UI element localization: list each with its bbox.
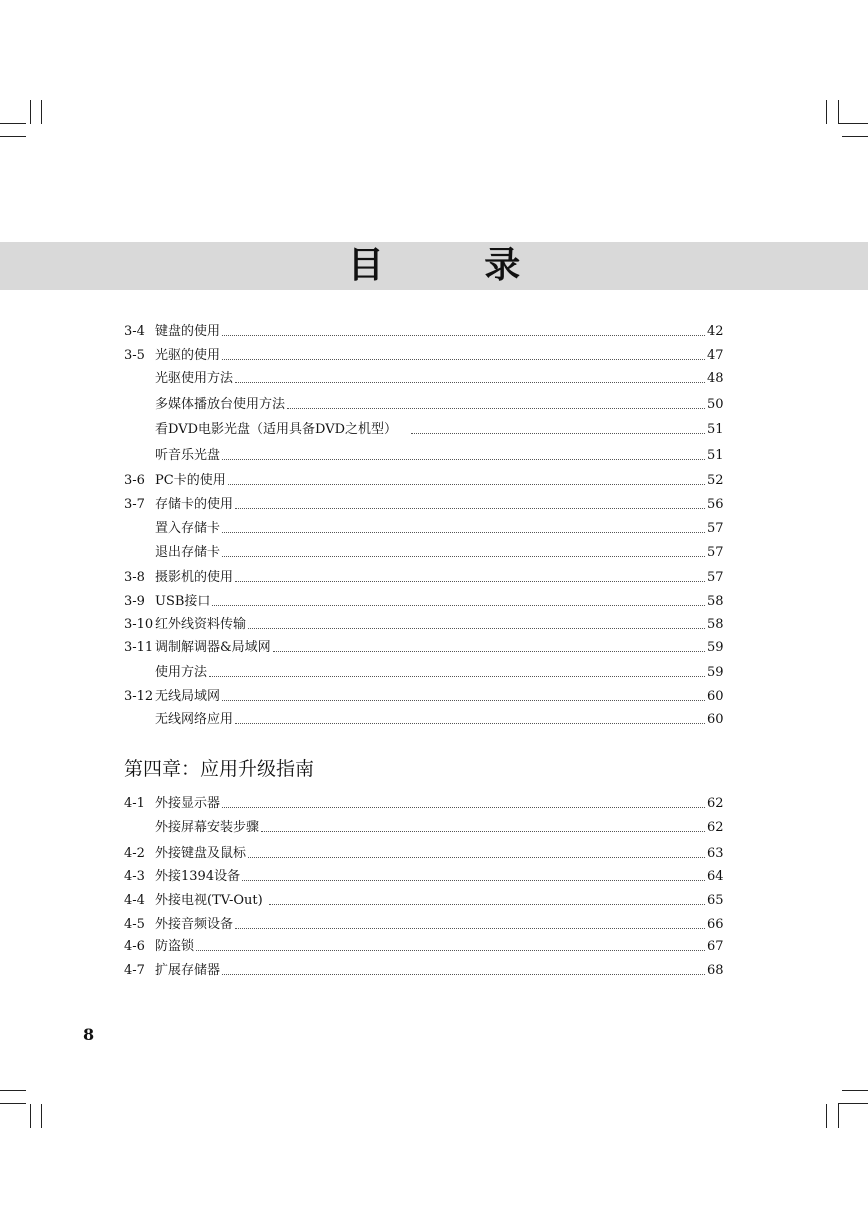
toc-entry-page: 57: [707, 521, 724, 536]
crop-mark: [842, 136, 868, 137]
toc-entry[interactable]: [124, 795, 723, 813]
toc-entry-page: 60: [707, 712, 724, 727]
toc-entry[interactable]: [124, 447, 723, 465]
toc-entry[interactable]: [124, 962, 723, 980]
toc-entry-page: 62: [707, 796, 724, 811]
dot-leader: [269, 903, 705, 905]
crop-mark: [838, 1103, 868, 1104]
crop-mark: [41, 1104, 42, 1128]
toc-entry-number: 3-10: [124, 617, 154, 632]
dot-leader: [222, 973, 705, 975]
toc-entry-title: 光驱的使用: [155, 348, 221, 363]
dot-leader: [411, 432, 705, 434]
toc-entry-title: 光驱使用方法: [155, 371, 234, 386]
toc-entry[interactable]: [124, 396, 723, 414]
toc-entry[interactable]: [124, 370, 723, 388]
dot-leader: [228, 483, 705, 485]
toc-entry-page: 58: [707, 594, 724, 609]
toc-entry-title: 键盘的使用: [155, 324, 221, 339]
toc-entry-number: 4-4: [124, 893, 145, 908]
toc-entry[interactable]: [124, 688, 723, 706]
toc-entry-title: 存储卡的使用: [155, 497, 234, 512]
dot-leader: [235, 927, 705, 929]
toc-entry[interactable]: [124, 639, 723, 657]
dot-leader: [196, 949, 705, 951]
toc-entry-page: 51: [707, 422, 724, 437]
toc-entry[interactable]: [124, 868, 723, 886]
toc-entry-page: 66: [707, 917, 724, 932]
toc-entry[interactable]: [124, 347, 723, 365]
toc-entry-title: 外接屏幕安装步骤: [155, 820, 260, 835]
dot-leader: [222, 806, 705, 808]
toc-entry-page: 48: [707, 371, 724, 386]
toc-entry-page: 56: [707, 497, 724, 512]
crop-mark: [0, 1103, 26, 1104]
dot-leader: [248, 627, 705, 629]
toc-entry-title: 看DVD电影光盘（适用具备DVD之机型）: [155, 422, 398, 437]
crop-mark: [0, 123, 26, 124]
toc-entry[interactable]: [124, 544, 723, 562]
dot-leader: [287, 407, 705, 409]
toc-entry-number: 3-7: [124, 497, 145, 512]
toc-entry-page: 51: [707, 448, 724, 463]
toc-entry-title: 红外线资料传输: [155, 617, 247, 632]
toc-entry[interactable]: [124, 892, 723, 910]
toc-entry[interactable]: [124, 616, 723, 634]
dot-leader: [222, 358, 705, 360]
toc-entry-title: 外接1394设备: [155, 869, 241, 884]
toc-entry-title: 置入存储卡: [155, 521, 221, 536]
crop-mark: [0, 1090, 26, 1091]
dot-leader: [209, 675, 705, 677]
toc-entry-number: 4-3: [124, 869, 145, 884]
toc-entry[interactable]: [124, 421, 723, 439]
toc-entry-page: 60: [707, 689, 724, 704]
toc-entry[interactable]: [124, 938, 723, 956]
toc-entry[interactable]: [124, 569, 723, 587]
dot-leader: [222, 531, 705, 533]
toc-entry-number: 3-5: [124, 348, 145, 363]
toc-entry-number: 3-9: [124, 594, 145, 609]
toc-entry[interactable]: [124, 711, 723, 729]
toc-entry-page: 47: [707, 348, 724, 363]
crop-mark: [826, 1104, 827, 1128]
toc-entry[interactable]: [124, 819, 723, 837]
toc-entry-number: 3-4: [124, 324, 145, 339]
toc-entry-title: 听音乐光盘: [155, 448, 221, 463]
toc-entry-title: 防盗锁: [155, 939, 195, 954]
toc-entry[interactable]: [124, 845, 723, 863]
toc-entry-title: USB接口: [155, 594, 211, 609]
toc-entry-title: 摄影机的使用: [155, 570, 234, 585]
dot-leader: [222, 458, 705, 460]
toc-entry-number: 4-6: [124, 939, 145, 954]
crop-mark: [838, 123, 868, 124]
chapter-heading: 第四章：应用升级指南: [124, 758, 315, 780]
dot-leader: [261, 830, 705, 832]
toc-entry[interactable]: [124, 916, 723, 934]
dot-leader: [242, 879, 705, 881]
toc-entry-page: 67: [707, 939, 724, 954]
toc-entry-number: 3-11: [124, 640, 154, 655]
dot-leader: [273, 650, 705, 652]
toc-entry-title: 调制解调器&局域网: [155, 640, 271, 655]
toc-entry[interactable]: [124, 664, 723, 682]
toc-entry-number: 4-1: [124, 796, 145, 811]
toc-entry-title: 退出存储卡: [155, 545, 221, 560]
toc-entry-title: 外接显示器: [155, 796, 221, 811]
dot-leader: [222, 334, 705, 336]
toc-entry-page: 63: [707, 846, 724, 861]
page-number: 8: [83, 1025, 95, 1044]
toc-entry-title: 外接电视(TV-Out): [155, 893, 263, 908]
toc-entry-page: 42: [707, 324, 724, 339]
dot-leader: [248, 856, 705, 858]
crop-mark: [30, 100, 31, 124]
toc-entry-page: 59: [707, 640, 724, 655]
toc-entry-page: 59: [707, 665, 724, 680]
toc-entry-number: 3-8: [124, 570, 145, 585]
crop-mark: [842, 1090, 868, 1091]
toc-entry-title: 无线网络应用: [155, 712, 234, 727]
toc-entry-page: 52: [707, 473, 724, 488]
toc-entry-title: 使用方法: [155, 665, 208, 680]
toc-entry-page: 57: [707, 545, 724, 560]
toc-entry-page: 58: [707, 617, 724, 632]
toc-entry-title: 无线局域网: [155, 689, 221, 704]
dot-leader: [222, 555, 705, 557]
toc-entry-page: 68: [707, 963, 724, 978]
toc-entry-title: 扩展存储器: [155, 963, 221, 978]
toc-entry-page: 57: [707, 570, 724, 585]
toc-entry-number: 3-6: [124, 473, 145, 488]
toc-entry[interactable]: [124, 496, 723, 514]
crop-mark: [826, 100, 827, 124]
crop-mark: [838, 1104, 839, 1128]
crop-mark: [41, 100, 42, 124]
dot-leader: [235, 381, 705, 383]
toc-entry-title: 外接键盘及鼠标: [155, 846, 247, 861]
crop-mark: [0, 136, 26, 137]
dot-leader: [235, 580, 705, 582]
toc-entry-number: 4-5: [124, 917, 145, 932]
toc-entry-number: 4-2: [124, 846, 145, 861]
toc-entry-page: 64: [707, 869, 724, 884]
toc-entry-title: 外接音频设备: [155, 917, 234, 932]
page-title: 目 录: [347, 244, 565, 286]
toc-entry-page: 62: [707, 820, 724, 835]
toc-entry[interactable]: [124, 472, 723, 490]
dot-leader: [235, 722, 705, 724]
toc-entry[interactable]: [124, 593, 723, 611]
dot-leader: [222, 699, 705, 701]
toc-entry-title: 多媒体播放台使用方法: [155, 397, 286, 412]
toc-entry[interactable]: [124, 520, 723, 538]
toc-entry-title: PC卡的使用: [155, 473, 226, 488]
crop-mark: [838, 100, 839, 124]
toc-entry-number: 3-12: [124, 689, 154, 704]
toc-entry[interactable]: [124, 323, 723, 341]
crop-mark: [30, 1104, 31, 1128]
dot-leader: [212, 604, 705, 606]
toc-entry-page: 50: [707, 397, 724, 412]
toc-entry-number: 4-7: [124, 963, 145, 978]
toc-entry-page: 65: [707, 893, 724, 908]
dot-leader: [235, 507, 705, 509]
